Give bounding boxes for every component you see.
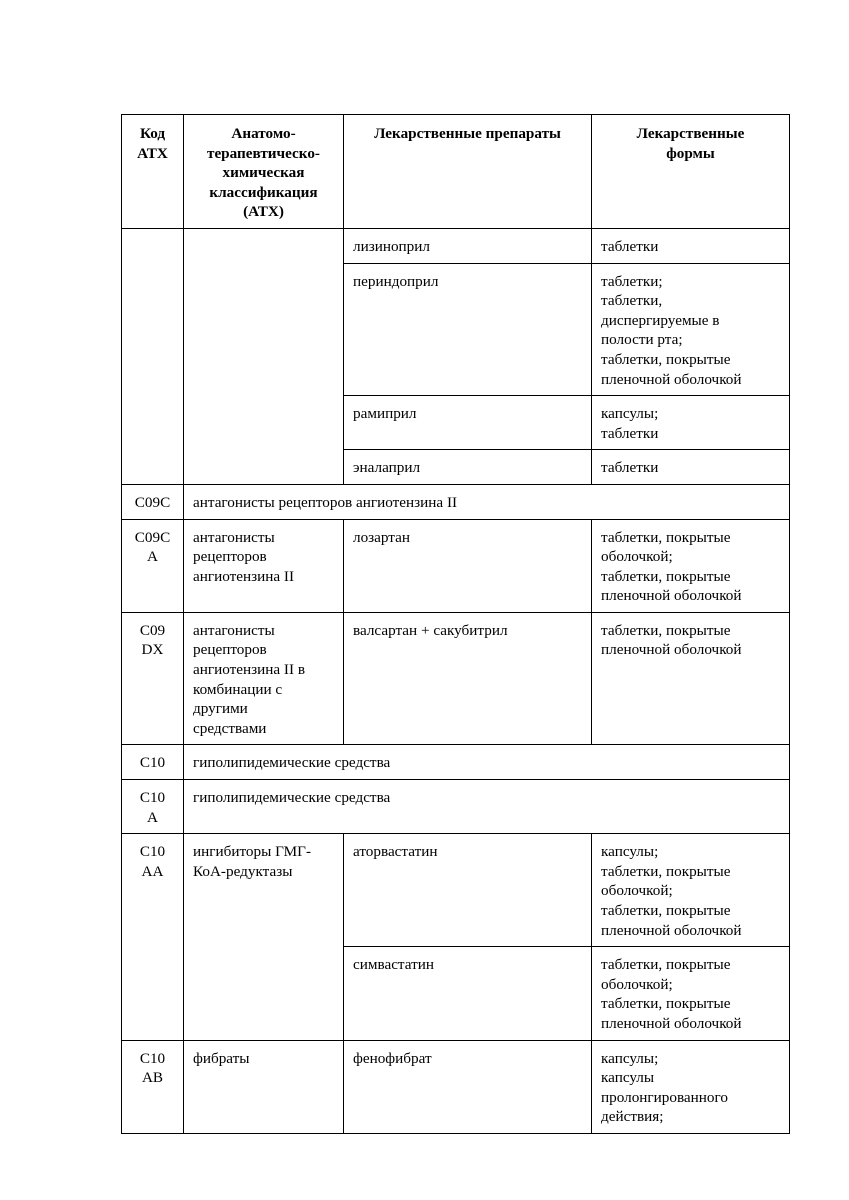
drug-cell: рамиприл bbox=[344, 396, 592, 450]
drug-cell: валсартан + сакубитрил bbox=[344, 612, 592, 745]
drug-cell: аторвастатин bbox=[344, 834, 592, 947]
code-cell: C09C A bbox=[122, 519, 184, 612]
drug-cell: симвастатин bbox=[344, 947, 592, 1040]
classification-cell: гиполипидемические средства bbox=[184, 745, 790, 780]
classification-cell: антагонисты рецепторов ангиотензина II bbox=[184, 519, 344, 612]
classification-cell: фибраты bbox=[184, 1040, 344, 1133]
forms-cell: капсулы; таблетки bbox=[592, 396, 790, 450]
forms-cell: таблетки bbox=[592, 228, 790, 263]
table-row bbox=[122, 228, 790, 263]
forms-cell: капсулы; капсулы пролонгированного действия; bbox=[592, 1040, 790, 1133]
table-row bbox=[122, 834, 790, 947]
code-cell: C10 AA bbox=[122, 834, 184, 1040]
header-drugs: Лекарственные препараты bbox=[344, 115, 592, 229]
code-cell-empty bbox=[122, 228, 184, 484]
table-row bbox=[122, 1040, 790, 1133]
classification-cell: антагонисты рецепторов ангиотензина II в комбинации с другими средствами bbox=[184, 612, 344, 745]
classification-cell: гиполипидемические средства bbox=[184, 780, 790, 834]
drug-cell: фенофибрат bbox=[344, 1040, 592, 1133]
table-header-row bbox=[122, 115, 790, 229]
table-row bbox=[122, 780, 790, 834]
header-classification: Анатомо- терапевтическо- химическая классификация (АТХ) bbox=[184, 115, 344, 229]
code-cell: C09C bbox=[122, 484, 184, 519]
classification-cell: ингибиторы ГМГ- КоА-редуктазы bbox=[184, 834, 344, 1040]
table-row bbox=[122, 484, 790, 519]
forms-cell: таблетки bbox=[592, 450, 790, 485]
header-code: Код АТХ bbox=[122, 115, 184, 229]
drug-cell: периндоприл bbox=[344, 263, 592, 396]
code-cell: C10 AB bbox=[122, 1040, 184, 1133]
forms-cell: капсулы; таблетки, покрытые оболочкой; таблетки, покрытые пленочной оболочкой bbox=[592, 834, 790, 947]
table-row bbox=[122, 519, 790, 612]
classification-cell: антагонисты рецепторов ангиотензина II bbox=[184, 484, 790, 519]
classification-cell-empty bbox=[184, 228, 344, 484]
code-cell: C09 DX bbox=[122, 612, 184, 745]
forms-cell: таблетки, покрытые оболочкой; таблетки, покрытые пленочной оболочкой bbox=[592, 519, 790, 612]
drug-cell: лозартан bbox=[344, 519, 592, 612]
code-cell: C10 A bbox=[122, 780, 184, 834]
drug-cell: эналаприл bbox=[344, 450, 592, 485]
header-forms: Лекарственные формы bbox=[592, 115, 790, 229]
drug-cell: лизиноприл bbox=[344, 228, 592, 263]
table-row bbox=[122, 745, 790, 780]
forms-cell: таблетки, покрытые оболочкой; таблетки, покрытые пленочной оболочкой bbox=[592, 947, 790, 1040]
code-cell: C10 bbox=[122, 745, 184, 780]
forms-cell: таблетки; таблетки, диспергируемые в полости рта; таблетки, покрытые пленочной оболочкой bbox=[592, 263, 790, 396]
atx-drug-table bbox=[121, 114, 790, 1134]
table-row bbox=[122, 612, 790, 745]
forms-cell: таблетки, покрытые пленочной оболочкой bbox=[592, 612, 790, 745]
